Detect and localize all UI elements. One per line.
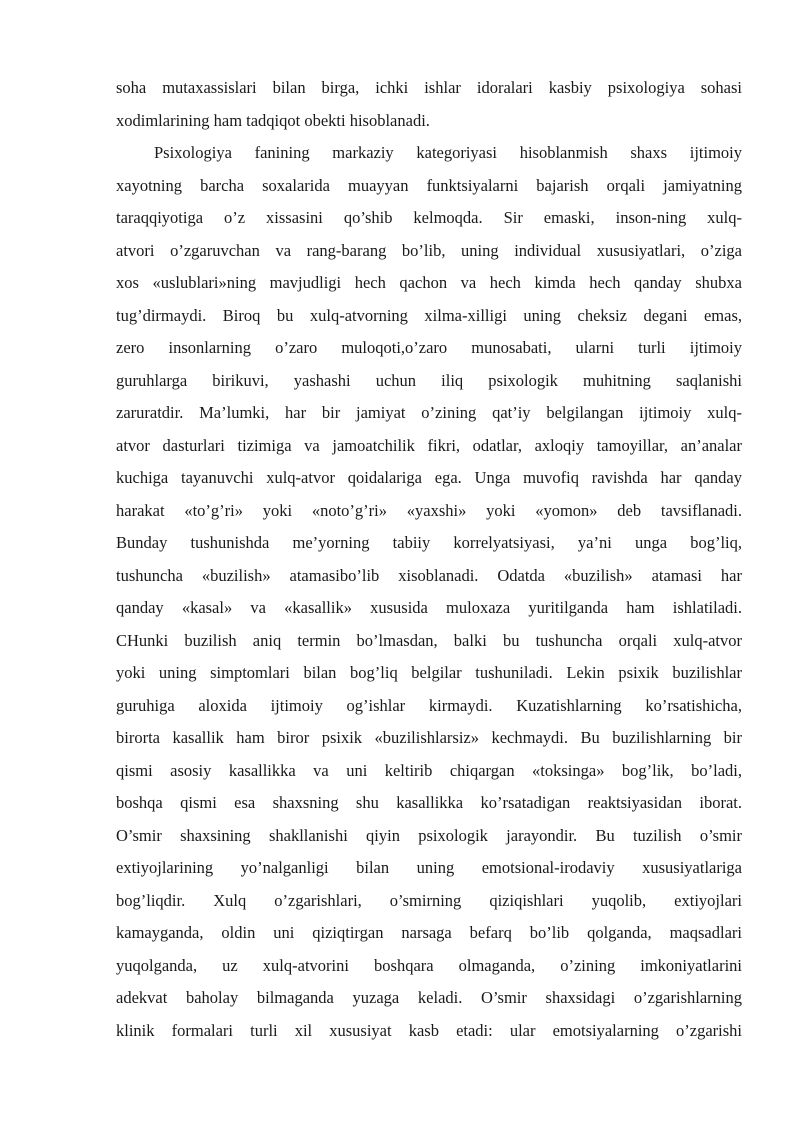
body-text-line: harakat «to’g’ri» yoki «noto’g’ri» «yaxshi» yoki «yomon» deb tavsiflanadi. [116,500,742,520]
body-text-line: O’smir shaxsining shakllanishi qiyin psixologik jarayondir. Bu tuzilish o’smir [116,825,742,845]
body-text-line: soha mutaxassislari bilan birga, ichki ishlar idoralari kasbiy psixologiya sohasi [116,78,742,97]
document-page [116,72,742,1047]
body-text-line: guruhiga aloxida ijtimoiy og’ishlar kirmaydi. Kuzatishlarning ko’rsatishicha, [116,695,742,715]
body-text-line: zero insonlarning o’zaro muloqoti,o’zaro munosabati, ularni turli ijtimoiy [116,338,742,357]
body-text-line: bog’liqdir. Xulq o’zgarishlari, o’smirning qiziqishlari yuqolib, extiyojlari [116,890,742,910]
body-text-line: boshqa qismi esa shaxsning shu kasallikka ko’rsatadigan reaktsiyasidan iborat. [116,793,742,812]
body-text-line: guruhlarga birikuvi, yashashi uchun iliq psixologik muhitning saqlanishi [116,370,742,390]
body-text-line: yoki uning simptomlari bilan bog’liq belgilar tushuniladi. Lekin psixik buzilishlar [116,663,742,682]
body-text-line: Psixologiya fanining markaziy kategoriyasi hisoblanmish shaxs ijtimoiy [154,143,742,162]
body-text-line: yuqolganda, uz xulq-atvorini boshqara olmaganda, o’zining imkoniyatlarini [116,955,742,975]
body-text-line: extiyojlarining yo’nalganligi bilan uning emotsional-irodaviy xususiyatlariga [116,858,742,877]
body-text-line: xodimlarining ham tadqiqot obekti hisoblanadi. [116,110,430,130]
body-text-line: xayotning barcha soxalarida muayyan funktsiyalarni bajarish orqali jamiyatning [116,175,742,195]
body-text-line: adekvat baholay bilmaganda yuzaga keladi. O’smir shaxsidagi o’zgarishlarning [116,988,742,1007]
body-text-line: atvor dasturlari tizimiga va jamoatchilik fikri, odatlar, axloqiy tamoyillar, an’analar [116,435,742,455]
body-text-line: birorta kasallik ham biror psixik «buzilishlarsiz» kechmaydi. Bu buzilishlarning bir [116,728,742,747]
body-text-line: Bunday tushunishda me’yorning tabiiy korrelyatsiyasi, ya’ni unga bog’liq, [116,533,742,552]
body-text-line: taraqqiyotiga o’z xissasini qo’shib kelmoqda. Sir emaski, inson-ning xulq- [116,208,742,227]
body-text-line: zaruratdir. Ma’lumki, har bir jamiyat o’zining qat’iy belgilangan ijtimoiy xulq- [116,403,742,422]
body-text-line: xos «uslublari»ning mavjudligi hech qachon va hech kimda hech qanday shubxa [116,273,742,292]
body-text-line: qismi asosiy kasallikka va uni keltirib chiqargan «toksinga» bog’lik, bo’ladi, [116,760,742,780]
body-text-line: kuchiga tayanuvchi xulq-atvor qoidalariga ega. Unga muvofiq ravishda har qanday [116,468,742,487]
body-text-line: klinik formalari turli xil xususiyat kasb etadi: ular emotsiyalarning o’zgarishi [116,1020,742,1040]
body-text-line: tushuncha «buzilish» atamasibo’lib xisoblanadi. Odatda «buzilish» atamasi har [116,565,742,585]
body-text-line: tug’dirmaydi. Biroq bu xulq-atvorning xilma-xilligi uning cheksiz degani emas, [116,305,742,325]
body-text-line: atvori o’zgaruvchan va rang-barang bo’lib, uning individual xususiyatlari, o’ziga [116,240,742,260]
body-text-line: qanday «kasal» va «kasallik» xususida muloxaza yuritilganda ham ishlatiladi. [116,598,742,617]
body-text-line: kamayganda, oldin uni qiziqtirgan narsaga befarq bo’lib qolganda, maqsadlari [116,923,742,942]
body-text-line: CHunki buzilish aniq termin bo’lmasdan, balki bu tushuncha orqali xulq-atvor [116,630,742,650]
